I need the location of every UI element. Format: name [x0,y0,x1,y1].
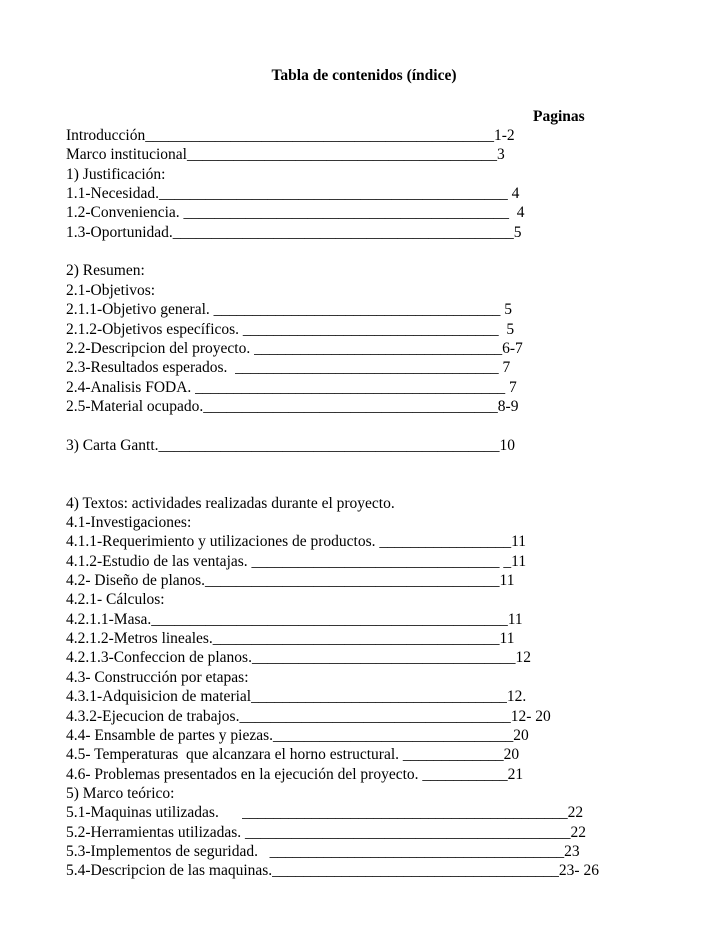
toc-entry: 4) Textos: actividades realizadas durante el proyecto. [66,494,395,512]
toc-entry: 5.2-Herramientas utilizadas. __________________________________________22 [66,823,587,841]
toc-entry: Introducción_____________________________________________1-2 [66,127,515,144]
toc-entry: 5) Marco teórico: [66,784,175,802]
toc-entry: 4.3.1-Adquisicion de material_________________________________12. [66,688,527,706]
document-title: Tabla de contenidos (índice) [271,67,457,84]
toc-entry: 5.3-Implementos de seguridad. ______________________________________23 [66,842,580,860]
toc-entry: 4.1.1-Requerimiento y utilizaciones de productos. _________________11 [66,533,527,551]
toc-entry: 4.6- Problemas presentados en la ejecución del proyecto. ___________21 [66,765,524,783]
toc-entry: 2.5-Material ocupado.______________________________________8-9 [66,397,519,415]
toc-entry: 4.5- Temperaturas que alcanzara el horno estructural. _____________20 [66,746,520,764]
toc-entry: 4.3- Construcción por etapas: [66,668,249,686]
toc-entry: 2.3-Resultados esperados. __________________________________ 7 [66,359,511,377]
toc-entry: 2.1-Objetivos: [66,281,156,299]
toc-entry: 4.2.1.3-Confeccion de planos.__________________________________12 [66,649,531,667]
toc-entry: 4.2.1- Cálculos: [66,591,165,609]
pages-column-header: Paginas [533,108,585,125]
toc-entry: 4.1-Investigaciones: [66,514,192,531]
toc-entry: 3) Carta Gantt.____________________________________________10 [66,436,516,454]
toc-entry: 4.4- Ensamble de partes y piezas._______________________________20 [66,726,529,744]
toc-entry: 1.3-Oportunidad.____________________________________________5 [66,223,522,241]
toc-entry: 2) Resumen: [66,262,145,280]
toc-entry: 4.3.2-Ejecucion de trabajos.___________________________________12- 20 [66,707,551,725]
toc-entry: 1) Justificación: [66,165,166,183]
toc-entry: 2.1.2-Objetivos específicos. _________________________________ 5 [66,320,515,338]
toc-entry: 2.4-Analisis FODA. ________________________________________ 7 [66,378,517,396]
toc-entry: 5.1-Maquinas utilizadas. __________________________________________22 [66,804,584,822]
toc-entry: 5.4-Descripcion de las maquinas._____________________________________23- 26 [66,862,599,880]
toc-entry: 2.2-Descripcion del proyecto. ________________________________6-7 [66,339,523,357]
toc-entry: 2.1.1-Objetivo general. _____________________________________ 5 [66,301,513,319]
toc-entry: 1.1-Necesidad._____________________________________________ 4 [66,185,520,203]
toc-entry: Marco institucional________________________________________3 [66,146,505,164]
toc-entry: 4.2.1.2-Metros lineales._____________________________________11 [66,630,515,648]
toc-entry: 4.2.1.1-Masa.______________________________________________11 [66,610,523,628]
toc-entry: 4.2- Diseño de planos.______________________________________11 [66,572,515,590]
toc-entry: 4.1.2-Estudio de las ventajas. ________________________________ _11 [66,552,527,570]
toc-entry: 1.2-Conveniencia. __________________________________________ 4 [66,204,525,222]
